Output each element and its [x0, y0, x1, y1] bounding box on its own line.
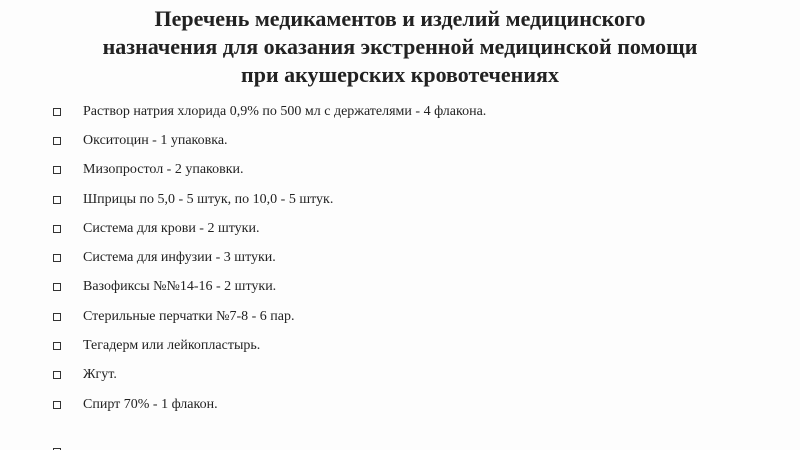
- list-item: [53, 331, 486, 360]
- slide-title: [40, 5, 760, 89]
- title-line: назначения для оказания экстренной медицинской помощи: [102, 34, 698, 59]
- list-item-text: Окситоцин - 1 упаковка.: [83, 132, 228, 148]
- list-item: [53, 126, 486, 155]
- list-item-text: Мизопростол - 2 упаковки.: [83, 162, 244, 178]
- list-item: [53, 214, 486, 243]
- square-bullet-icon: [53, 371, 61, 379]
- list-item-text: Система для инфузии - 3 штуки.: [83, 250, 276, 266]
- title-line: Перечень медикаментов и изделий медицинского: [154, 6, 646, 31]
- title-line: при акушерских кровотечениях: [241, 62, 559, 87]
- list-item: [53, 156, 486, 185]
- list-item-text: Вазофиксы №№14-16 - 2 штуки.: [83, 279, 277, 295]
- square-bullet-icon: [53, 108, 61, 116]
- square-bullet-icon: [53, 166, 61, 174]
- list-item-text: Жгут.: [83, 367, 117, 383]
- list-item: [53, 97, 486, 126]
- square-bullet-icon: [53, 283, 61, 291]
- list-item-text: Система для крови - 2 штуки.: [83, 220, 260, 236]
- square-bullet-icon: [53, 401, 61, 409]
- list-item: [53, 302, 486, 331]
- list-item: [53, 243, 486, 272]
- square-bullet-icon: [53, 313, 61, 321]
- list-item: [53, 390, 486, 419]
- list-item-text: Шприцы по 5,0 - 5 штук, по 10,0 - 5 штук.: [83, 191, 334, 207]
- list-item-text: Раствор натрия хлорида 0,9% по 500 мл с держателями - 4 флакона.: [83, 103, 487, 119]
- list-item: [53, 273, 486, 302]
- square-bullet-icon: [53, 196, 61, 204]
- list-item-text: Тегадерм или лейкопластырь.: [83, 338, 261, 354]
- list-item: [53, 361, 486, 390]
- square-bullet-icon: [53, 254, 61, 262]
- supply-list: [53, 97, 486, 419]
- square-bullet-icon: [53, 342, 61, 350]
- square-bullet-icon: [53, 137, 61, 145]
- list-item-text: Стерильные перчатки №7-8 - 6 пар.: [83, 308, 295, 324]
- list-item-cut-off: [53, 437, 83, 450]
- list-item: [53, 185, 486, 214]
- square-bullet-icon: [53, 225, 61, 233]
- list-item-text: Спирт 70% - 1 флакон.: [83, 396, 218, 412]
